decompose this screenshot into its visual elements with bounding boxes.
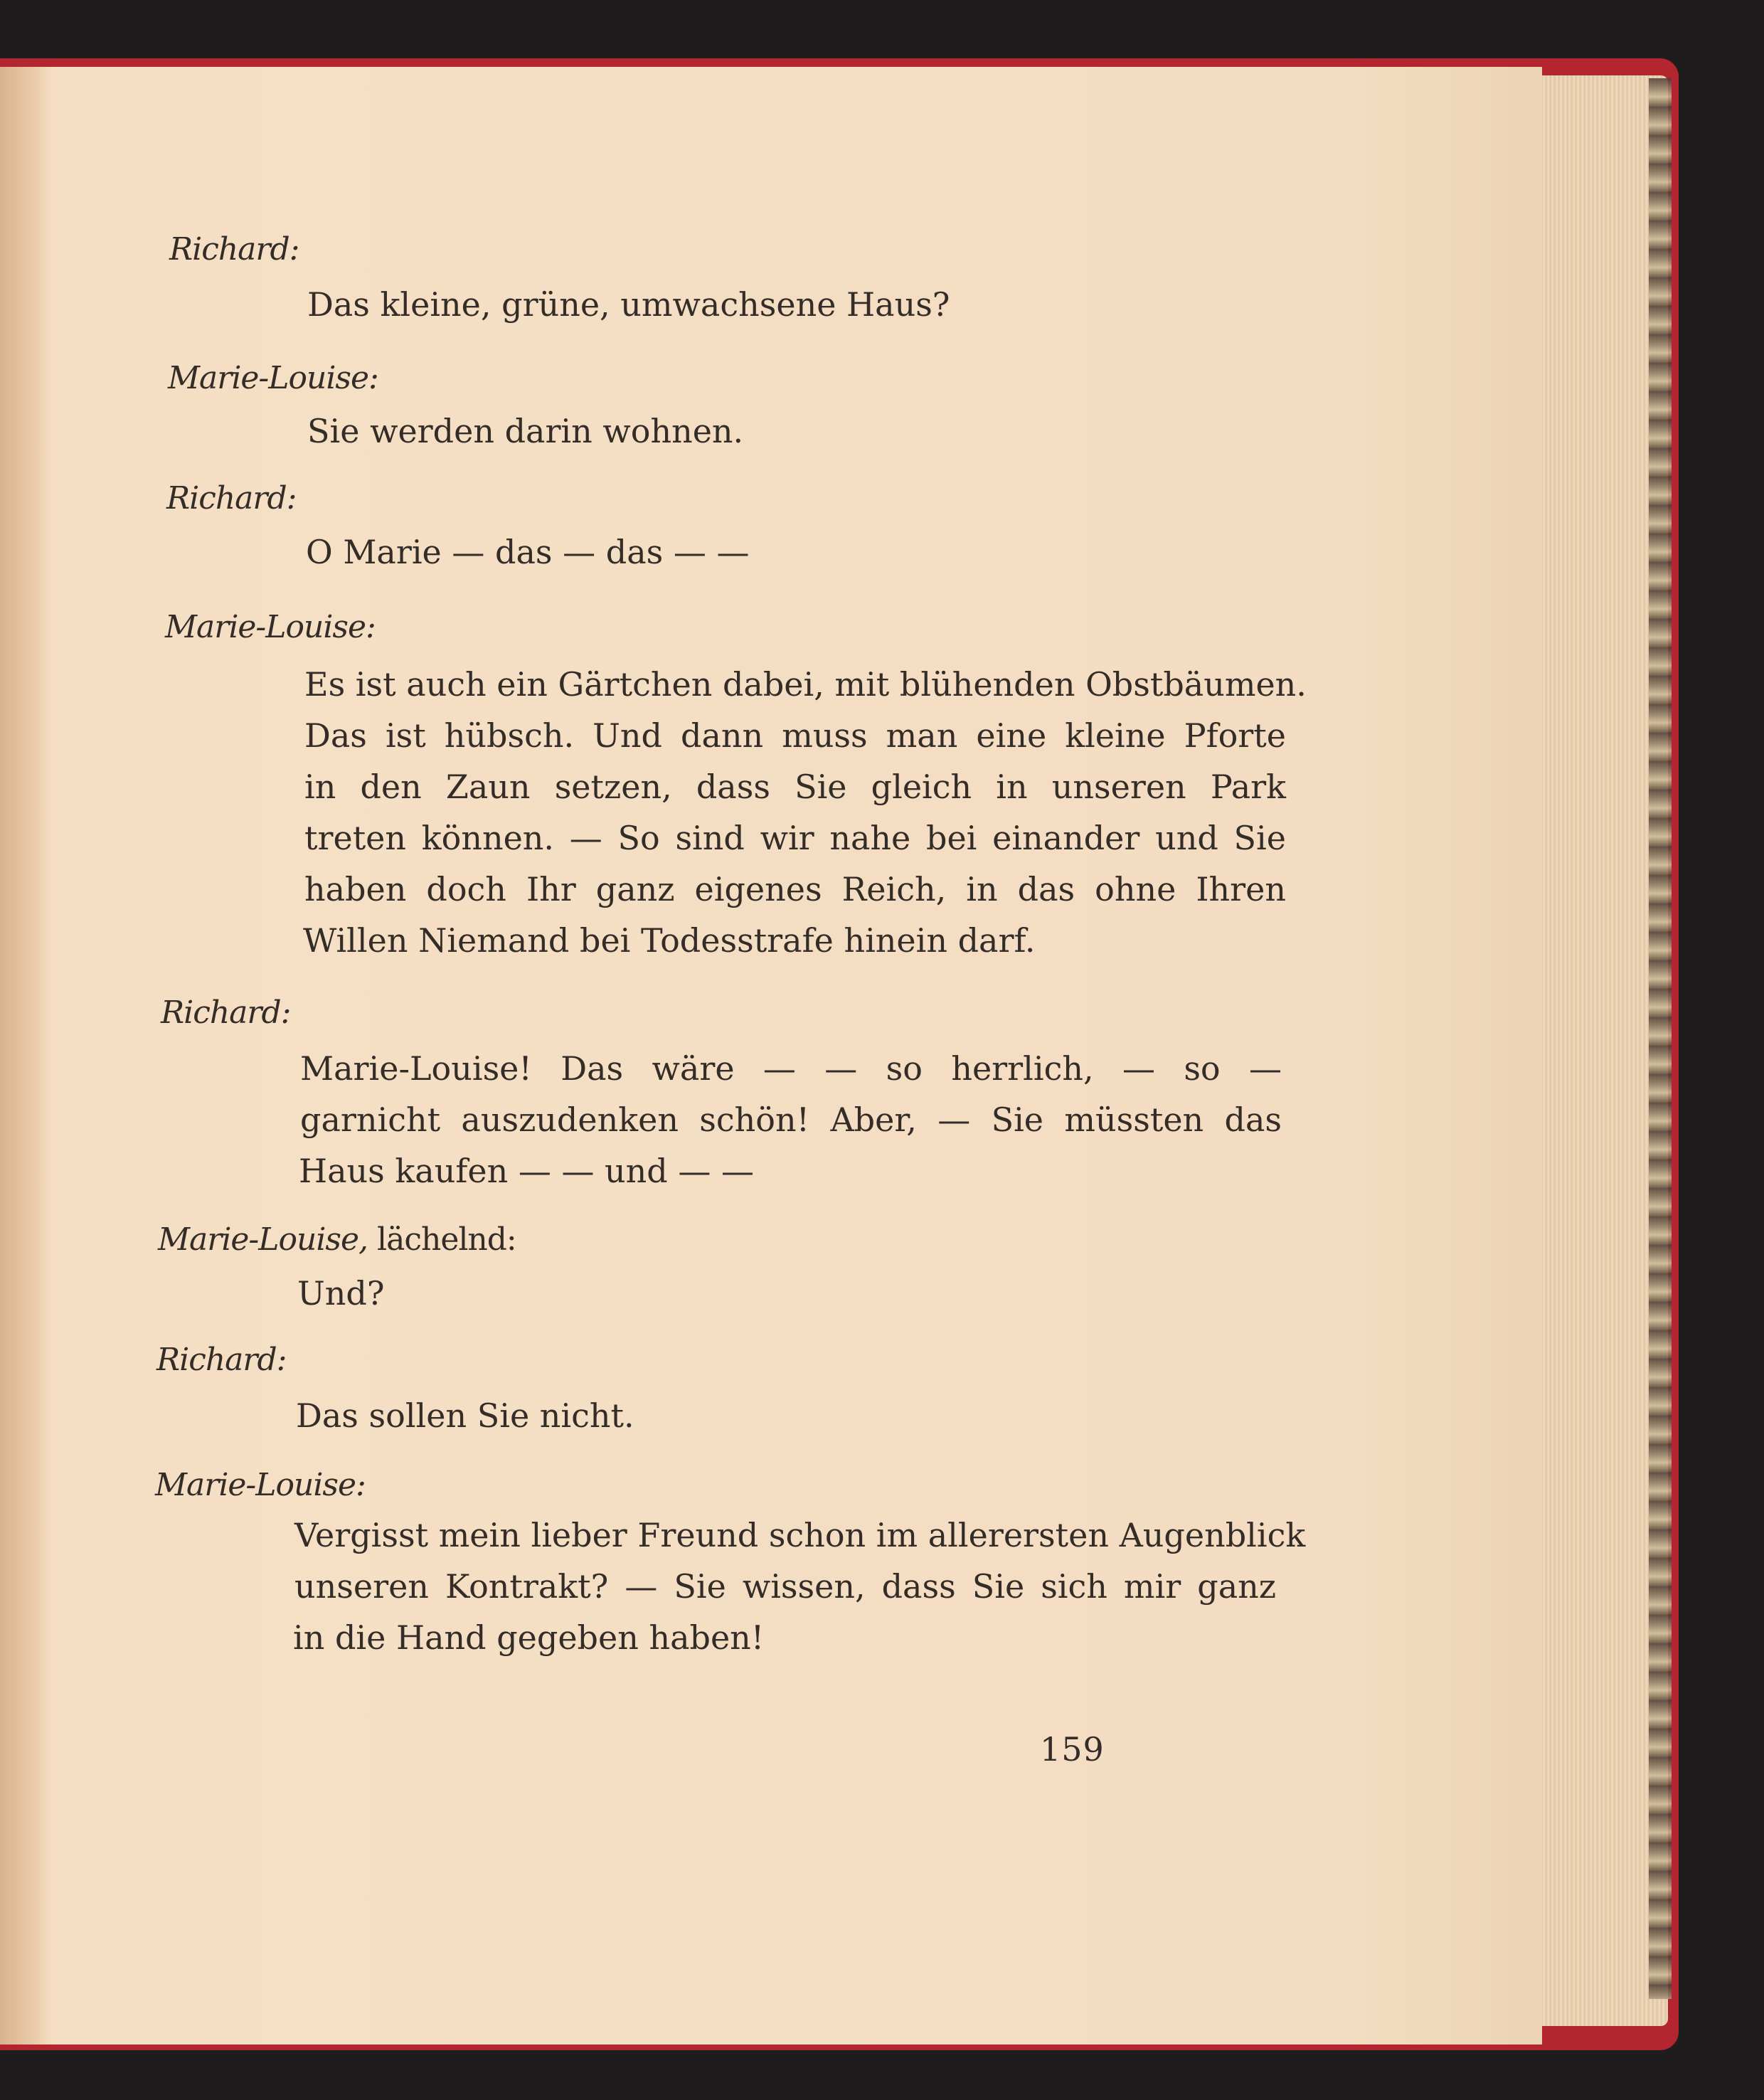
speaker-label: Marie-Louise: xyxy=(165,609,376,645)
dialogue-line: unseren Kontrakt? — Sie wissen, dass Sie sich mir ganz xyxy=(294,1567,1276,1606)
dialogue-line: haben doch Ihr ganz eigenes Reich, in das ohne Ihren xyxy=(304,870,1286,908)
dialogue-line: Marie-Louise! Das wäre — — so herrlich, — so — xyxy=(300,1049,1282,1088)
dialogue-line: Das ist hübsch. Und dann muss man eine kleine Pforte xyxy=(304,716,1286,755)
dialogue-line: Vergisst mein lieber Freund schon im allerersten Augenblick xyxy=(294,1516,1306,1554)
speaker-label: Marie-Louise: xyxy=(155,1467,366,1503)
speaker-name: Marie-Louise, xyxy=(158,1221,368,1258)
dialogue-line: Das sollen Sie nicht. xyxy=(296,1396,634,1435)
dialogue-line: in die Hand gegeben haben! xyxy=(293,1618,765,1657)
dialogue-line: Es ist auch ein Gärtchen dabei, mit blühenden Obstbäumen. xyxy=(304,665,1307,704)
dialogue-line: garnicht auszudenken schön! Aber, — Sie müssten das xyxy=(300,1101,1282,1139)
dialogue-line: Willen Niemand bei Todesstrafe hinein darf. xyxy=(303,921,1036,960)
speaker-label: Richard: xyxy=(169,231,299,267)
stage-direction: lächelnd: xyxy=(377,1221,516,1258)
dialogue-line: in den Zaun setzen, dass Sie gleich in unseren Park xyxy=(304,768,1286,806)
speaker-label xyxy=(158,1221,516,1258)
dialogue-line: Sie werden darin wohnen. xyxy=(307,412,744,450)
dialogue-line: O Marie — das — das — — xyxy=(306,533,750,571)
page-number: 159 xyxy=(1040,1730,1105,1768)
dialogue-line: Und? xyxy=(297,1274,385,1312)
speaker-label: Richard: xyxy=(156,1342,287,1378)
speaker-label: Marie-Louise: xyxy=(168,360,378,396)
dialogue-line: treten können. — So sind wir nahe bei einander und Sie xyxy=(304,819,1286,857)
speaker-label: Richard: xyxy=(166,480,297,516)
dialogue-line: Das kleine, grüne, umwachsene Haus? xyxy=(307,285,950,324)
speaker-label: Richard: xyxy=(161,995,291,1031)
dialogue-line: Haus kaufen — — und — — xyxy=(299,1152,755,1190)
